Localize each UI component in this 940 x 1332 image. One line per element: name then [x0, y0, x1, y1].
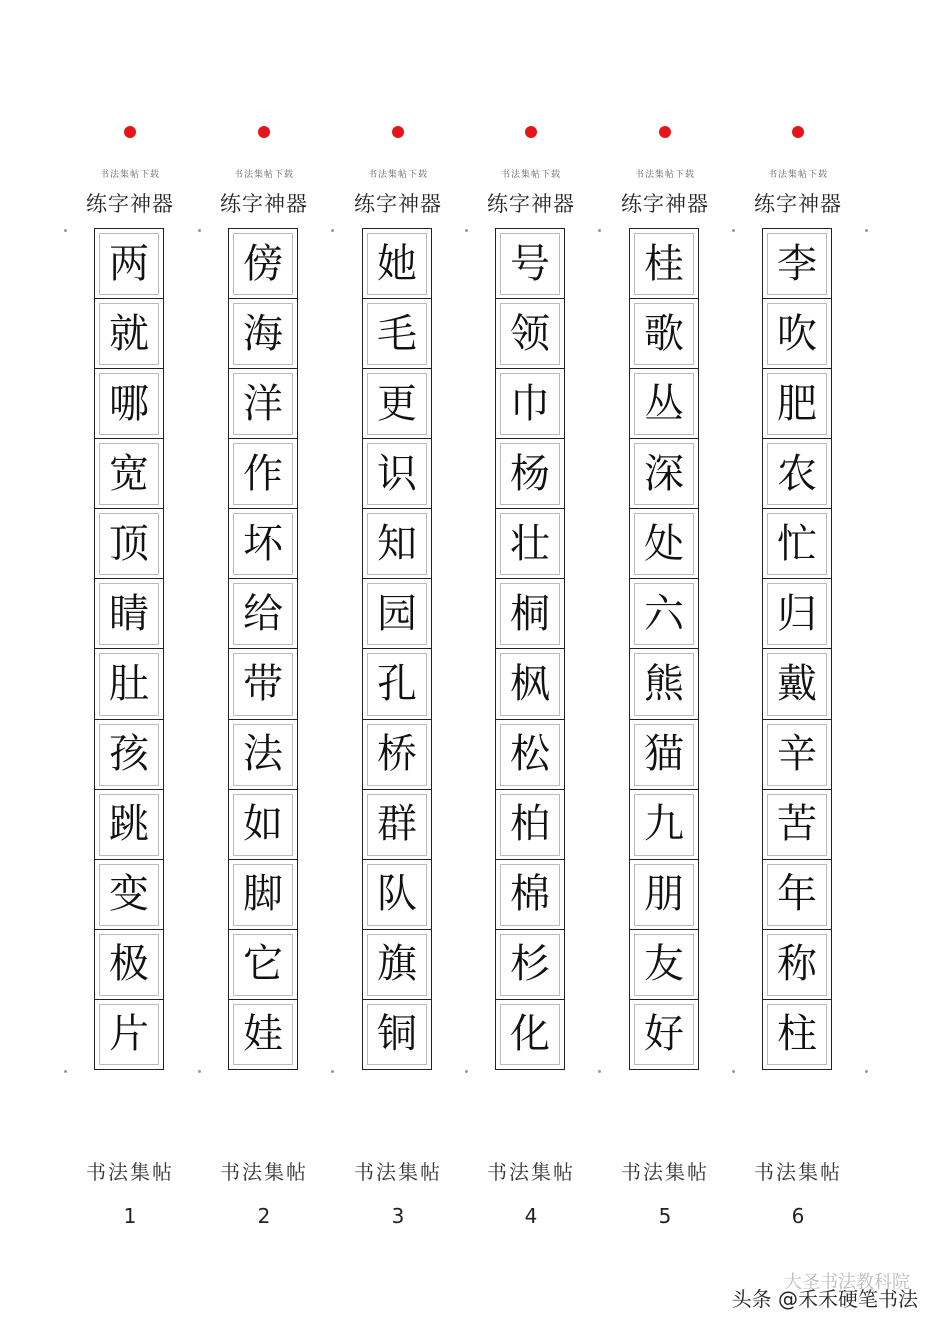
strip-title: 练字神器	[487, 192, 575, 216]
cut-mark	[865, 1070, 868, 1073]
character-cell: 如	[229, 790, 297, 860]
character-cell: 六	[630, 579, 698, 649]
punch-hole-dot	[525, 126, 537, 138]
punch-hole-dot	[258, 126, 270, 138]
character-cell: 猫	[630, 720, 698, 790]
punch-hole-dot	[792, 126, 804, 138]
character-cell: 桥	[363, 720, 431, 790]
character-cell: 法	[229, 720, 297, 790]
character-cell: 称	[763, 930, 831, 1000]
cut-mark	[198, 229, 201, 232]
strip-title: 练字神器	[621, 192, 709, 216]
strip-title: 练字神器	[220, 192, 308, 216]
character-cell: 戴	[763, 649, 831, 719]
strip-number: 1	[123, 1204, 137, 1228]
cut-mark	[331, 229, 334, 232]
character-cell: 她	[363, 229, 431, 299]
character-cell: 顶	[95, 509, 163, 579]
strip-caption: 书法集帖下载	[99, 170, 160, 180]
character-cell: 就	[95, 299, 163, 369]
cut-mark	[598, 1070, 601, 1073]
character-cell: 枫	[496, 649, 564, 719]
character-cell: 巾	[496, 369, 564, 439]
strip-footer-title: 书法集帖	[487, 1160, 575, 1184]
character-cell: 好	[630, 1000, 698, 1069]
character-cell: 棉	[496, 860, 564, 930]
character-cell: 宽	[95, 439, 163, 509]
character-cell: 洋	[229, 369, 297, 439]
character-cell: 跳	[95, 790, 163, 860]
character-cell: 朋	[630, 860, 698, 930]
character-cell: 脚	[229, 860, 297, 930]
character-cell: 傍	[229, 229, 297, 299]
cut-mark	[465, 1070, 468, 1073]
character-cell: 李	[763, 229, 831, 299]
strip-caption: 书法集帖下载	[767, 170, 828, 180]
character-cell: 归	[763, 579, 831, 649]
character-cell: 园	[363, 579, 431, 649]
character-cell: 年	[763, 860, 831, 930]
cut-mark	[598, 229, 601, 232]
strip-number: 6	[791, 1204, 805, 1228]
character-grid	[495, 228, 565, 1070]
character-cell: 歌	[630, 299, 698, 369]
cut-mark	[465, 229, 468, 232]
cut-mark	[732, 1070, 735, 1073]
strip-footer-title: 书法集帖	[621, 1160, 709, 1184]
strip-title: 练字神器	[354, 192, 442, 216]
character-cell: 海	[229, 299, 297, 369]
strip-number: 4	[524, 1204, 538, 1228]
character-cell: 肥	[763, 369, 831, 439]
strip-caption: 书法集帖下载	[367, 170, 428, 180]
character-grid	[228, 228, 298, 1070]
character-cell: 给	[229, 579, 297, 649]
character-grid	[629, 228, 699, 1070]
cut-mark	[64, 229, 67, 232]
character-grid	[762, 228, 832, 1070]
character-cell: 肚	[95, 649, 163, 719]
strip-footer-title: 书法集帖	[754, 1160, 842, 1184]
character-cell: 识	[363, 439, 431, 509]
practice-strip	[70, 0, 190, 1332]
character-cell: 辛	[763, 720, 831, 790]
character-cell: 桂	[630, 229, 698, 299]
cut-mark	[865, 229, 868, 232]
character-cell: 孩	[95, 720, 163, 790]
character-cell: 带	[229, 649, 297, 719]
character-cell: 它	[229, 930, 297, 1000]
strip-number: 3	[391, 1204, 405, 1228]
strip-caption: 书法集帖下载	[233, 170, 294, 180]
character-cell: 柏	[496, 790, 564, 860]
character-cell: 化	[496, 1000, 564, 1069]
strip-caption: 书法集帖下载	[634, 170, 695, 180]
character-cell: 友	[630, 930, 698, 1000]
character-cell: 极	[95, 930, 163, 1000]
strip-title: 练字神器	[86, 192, 174, 216]
practice-strip	[605, 0, 725, 1332]
character-cell: 变	[95, 860, 163, 930]
character-cell: 熊	[630, 649, 698, 719]
watermark: 头条 @禾禾硬笔书法	[731, 1287, 918, 1311]
character-cell: 群	[363, 790, 431, 860]
character-cell: 柱	[763, 1000, 831, 1069]
strip-title: 练字神器	[754, 192, 842, 216]
character-cell: 两	[95, 229, 163, 299]
character-cell: 娃	[229, 1000, 297, 1069]
character-cell: 吹	[763, 299, 831, 369]
character-cell: 毛	[363, 299, 431, 369]
character-cell: 作	[229, 439, 297, 509]
character-cell: 杨	[496, 439, 564, 509]
cut-mark	[198, 1070, 201, 1073]
character-cell: 农	[763, 439, 831, 509]
character-cell: 孔	[363, 649, 431, 719]
practice-strip	[471, 0, 591, 1332]
character-cell: 桐	[496, 579, 564, 649]
character-cell: 坏	[229, 509, 297, 579]
character-cell: 片	[95, 1000, 163, 1069]
cut-mark	[732, 229, 735, 232]
strip-footer-title: 书法集帖	[86, 1160, 174, 1184]
character-cell: 铜	[363, 1000, 431, 1069]
character-cell: 忙	[763, 509, 831, 579]
character-cell: 处	[630, 509, 698, 579]
character-cell: 知	[363, 509, 431, 579]
strip-footer-title: 书法集帖	[220, 1160, 308, 1184]
character-cell: 领	[496, 299, 564, 369]
character-cell: 丛	[630, 369, 698, 439]
character-cell: 号	[496, 229, 564, 299]
cut-mark	[331, 1070, 334, 1073]
strip-number: 2	[257, 1204, 271, 1228]
practice-strip	[738, 0, 858, 1332]
character-cell: 壮	[496, 509, 564, 579]
watermark-ghost: 大圣书法教科院	[784, 1272, 910, 1293]
punch-hole-dot	[392, 126, 404, 138]
character-cell: 九	[630, 790, 698, 860]
practice-strip	[204, 0, 324, 1332]
character-cell: 苦	[763, 790, 831, 860]
character-cell: 哪	[95, 369, 163, 439]
character-cell: 深	[630, 439, 698, 509]
character-grid	[362, 228, 432, 1070]
cut-mark	[64, 1070, 67, 1073]
punch-hole-dot	[124, 126, 136, 138]
character-cell: 队	[363, 860, 431, 930]
strip-caption: 书法集帖下载	[500, 170, 561, 180]
practice-strip	[338, 0, 458, 1332]
character-cell: 杉	[496, 930, 564, 1000]
punch-hole-dot	[659, 126, 671, 138]
character-cell: 松	[496, 720, 564, 790]
character-grid	[94, 228, 164, 1070]
character-cell: 旗	[363, 930, 431, 1000]
character-cell: 睛	[95, 579, 163, 649]
strip-number: 5	[658, 1204, 672, 1228]
character-cell: 更	[363, 369, 431, 439]
strip-footer-title: 书法集帖	[354, 1160, 442, 1184]
